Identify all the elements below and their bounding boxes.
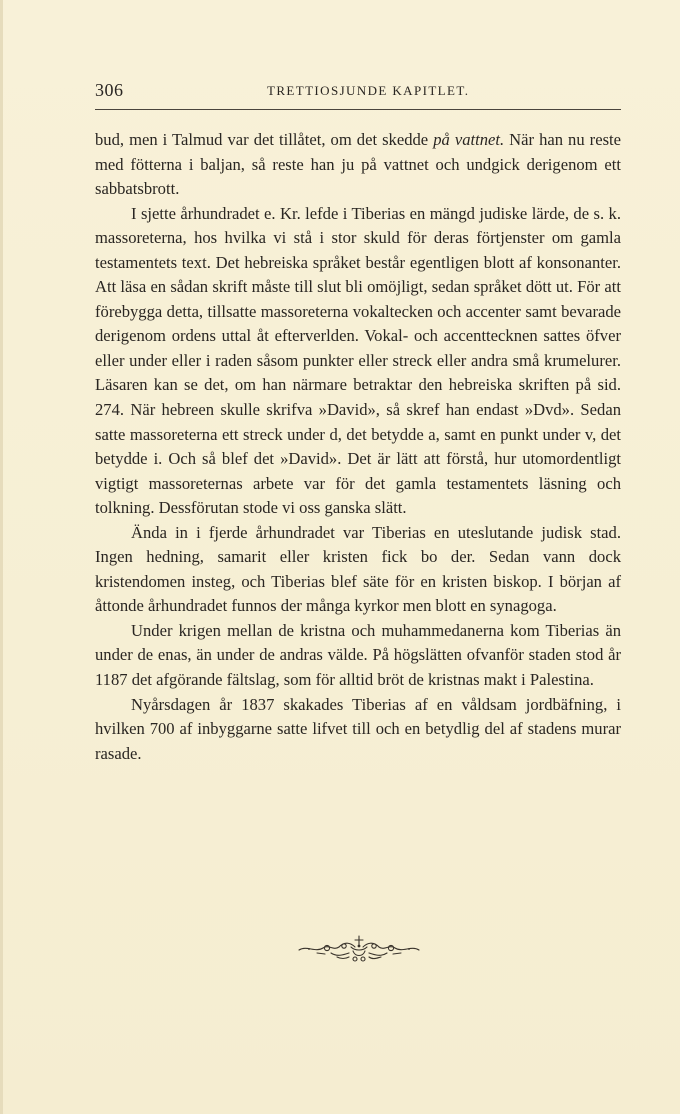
paragraph-5: Nyårsdagen år 1837 skakades Tiberias af en våldsam jordbäfning, i hvilken 700 af inbyggarne satte lifvet till och en betydlig del af stadens murar rasade.	[95, 694, 621, 763]
paragraph-1	[95, 128, 621, 202]
paragraph-1-start: bud, men i Talmud var det tillåtet, om det skedde	[95, 130, 434, 149]
tailpiece-ornament-icon	[297, 933, 421, 963]
paragraph-1-end: När han nu reste med fötterna i baljan, så reste han ju på vattnet och undgick derigenom ett sabbatsbrott.	[95, 130, 621, 199]
body-text	[95, 128, 621, 766]
paragraph-1-italic: på vattnet.	[433, 130, 505, 149]
running-head: TRETTIOSJUNDE KAPITLET.	[267, 83, 470, 98]
page-header	[95, 80, 621, 108]
page-number: 306	[95, 80, 124, 100]
paragraph-4: Under krigen mellan de kristna och muhammedanerna kom Tiberias än under de enas, än under de andras välde. På högslätten ofvanför staden stod år 1187 det afgörande fältslag, som för alltid bröt de kristnas makt i Palestina.	[95, 620, 621, 690]
header-rule	[95, 109, 621, 110]
page-edge-shadow	[0, 0, 3, 1114]
paragraph-2: I sjette århundradet e. Kr. lefde i Tiberias en mängd judiske lärde, de s. k. massoreterna, hos hvilka vi stå i stor skuld för deras förtjenster om gamla testamentets text. Det hebreiska språket består egentligen blott af konsonanter. Att läsa en sådan skrift måste till slut bli omöjligt, sedan språket dött ut. För att förebygga detta, tillsatte massoreterna vokaltecken och accenter samt bevarade derigenom ordens uttal åt efterverlden. Vokal- och accenttecknen sattes öfver eller under eller i raden såsom punkter eller streck eller andra små krumelurer. Läsaren kan se det, om han närmare betraktar den hebreiska skriften på sid. 274. När hebreen skulle skrifva »David», så skref han endast »Dvd». Sedan satte massoreterna ett streck under d, det betydde a, samt en punkt under v, det betydde i. Och så blef det »David». Det är lätt att förstå, hur utomordentligt vigtigt massoreternas arbete var för det gamla testamentets läsning och tolkning. Dessförutan stode vi oss ganska slätt.	[95, 203, 621, 518]
paragraph-3: Ända in i fjerde århundradet var Tiberias en uteslutande judisk stad. Ingen hedning, samarit eller kristen fick bo der. Sedan vann dock kristendomen insteg, och Tiberias blef säte för en kristen biskop. I början af åttonde århundradet funnos der många kyrkor men blott en synagoga.	[95, 522, 621, 616]
